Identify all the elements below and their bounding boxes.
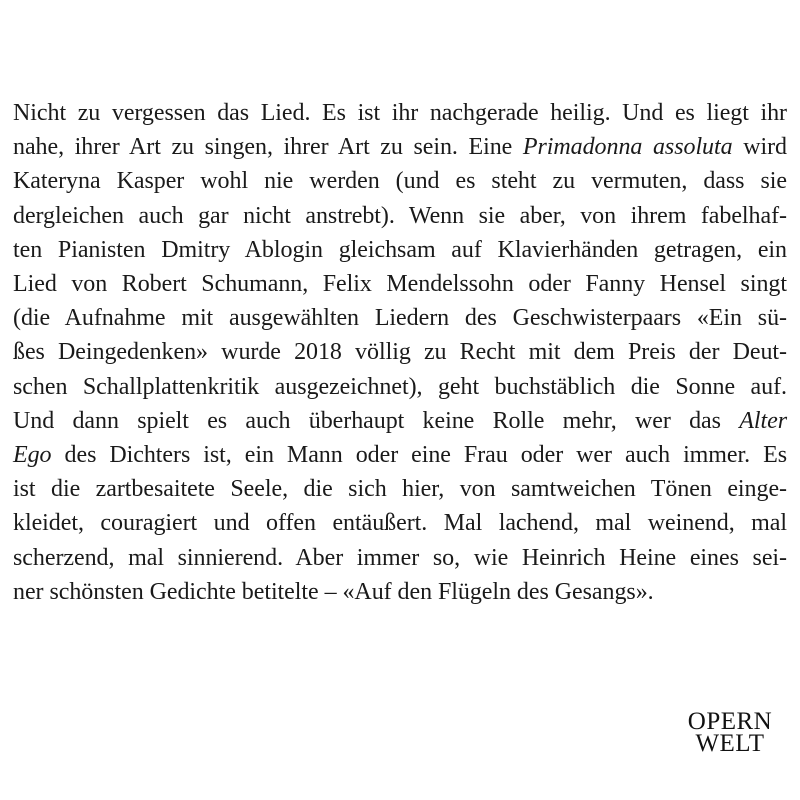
italic-phrase: Ego — [13, 442, 52, 469]
article-line — [13, 233, 787, 267]
text-run: dergleichen auch gar nicht anstrebt). Wenn sie aber, von ihrem fabelhaf- — [13, 202, 787, 229]
article-line — [13, 438, 787, 472]
italic-phrase: Primadonna assoluta — [522, 134, 733, 161]
article-line — [13, 96, 787, 130]
text-run: wird — [732, 134, 787, 161]
article-text — [13, 96, 787, 609]
text-run: Und dann spielt es auch überhaupt keine Rolle mehr, wer das — [13, 407, 740, 434]
text-run: schen Schallplattenkritik ausgezeichnet), geht buchstäblich die Sonne auf. — [13, 373, 787, 400]
article-line — [13, 164, 787, 198]
text-run: Kateryna Kasper wohl nie werden (und es steht zu vermuten, dass sie — [13, 168, 787, 195]
text-run: Lied von Robert Schumann, Felix Mendelssohn oder Fanny Hensel singt — [13, 271, 787, 298]
article-line — [13, 575, 787, 609]
article-line — [13, 472, 787, 506]
article-line — [13, 404, 787, 438]
text-run: ten Pianisten Dmitry Ablogin gleichsam auf Klavierhänden getragen, ein — [13, 236, 787, 263]
text-run: scherzend, mal sinnierend. Aber immer so, wie Heinrich Heine eines sei- — [13, 544, 787, 571]
text-run: nahe, ihrer Art zu singen, ihrer Art zu sein. Eine — [13, 134, 523, 161]
text-run: Nicht zu vergessen das Lied. Es ist ihr nachgerade heilig. Und es liegt ihr — [13, 100, 787, 126]
text-run: ner schönsten Gedichte betitelte – «Auf den Flügeln des Gesangs». — [13, 578, 654, 605]
logo-line-welt: WELT — [695, 730, 765, 757]
article-line — [13, 267, 787, 301]
article-line — [13, 370, 787, 404]
article-line — [13, 335, 787, 369]
text-run: des Dichters ist, ein Mann oder eine Frau oder wer auch immer. Es — [51, 442, 787, 469]
text-run: kleidet, couragiert und offen entäußert. Mal lachend, mal weinend, mal — [13, 510, 787, 537]
article-line — [13, 506, 787, 540]
text-run: ßes Deingedenken» wurde 2018 völlig zu Recht mit dem Preis der Deut- — [13, 339, 787, 366]
text-run: (die Aufnahme mit ausgewählten Liedern des Geschwisterpaars «Ein sü- — [13, 305, 787, 332]
text-run: ist die zartbesaitete Seele, die sich hier, von samtweichen Tönen einge- — [13, 476, 787, 503]
italic-phrase: Alter — [739, 407, 787, 434]
logo-line-opern: OPERN — [687, 708, 773, 735]
article-line — [13, 130, 787, 164]
opernwelt-logo — [679, 708, 781, 757]
article-line — [13, 541, 787, 575]
article-line — [13, 199, 787, 233]
article-line — [13, 301, 787, 335]
